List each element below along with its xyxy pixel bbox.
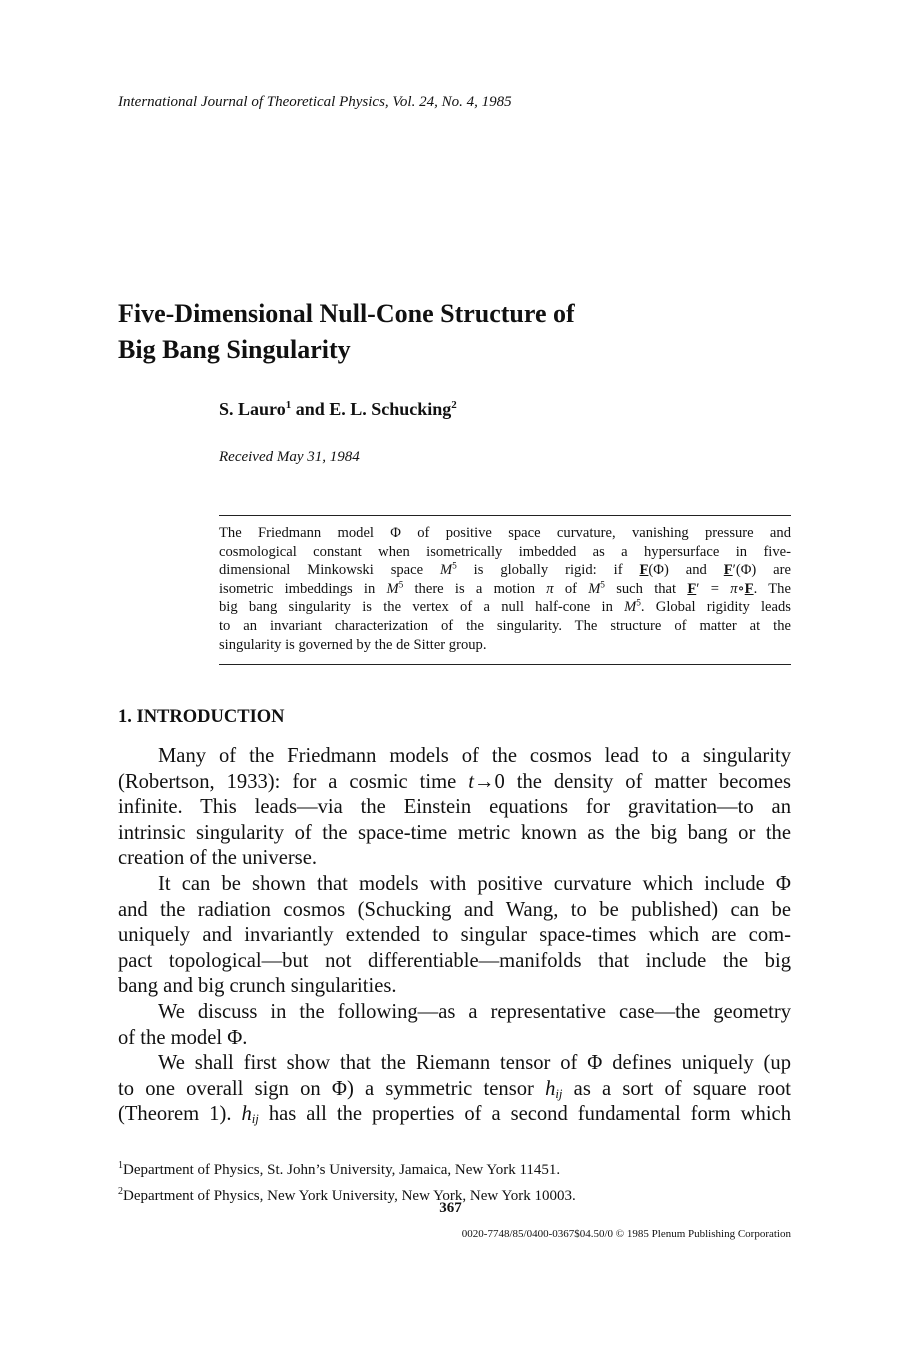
text-segment: 5 <box>398 579 404 590</box>
text-segment: π <box>546 580 554 597</box>
text-segment: Many of the Friedmann models of the cosmos lead to a singularity <box>158 745 791 767</box>
text-segment: 5 <box>636 597 641 608</box>
text-line <box>118 821 791 847</box>
author-conjunction: and <box>291 399 330 419</box>
text-segment: as a sort of square root <box>562 1077 792 1100</box>
text-segment: to an invariant characterization of the singularity. The structure of matter at the <box>219 617 791 634</box>
text-segment: F <box>744 580 754 597</box>
text-segment: intrinsic singularity of the space-time metric known as the big bang or the <box>118 821 791 844</box>
text-segment: 5 <box>452 560 457 571</box>
author-name: S. Lauro <box>219 399 286 419</box>
text-segment: M <box>440 562 453 579</box>
text-segment: F <box>687 580 697 597</box>
abstract-bottom-rule <box>219 664 791 665</box>
text-line <box>118 898 791 924</box>
text-line <box>118 744 791 770</box>
text-line <box>118 795 791 821</box>
text-segment: h <box>545 1077 556 1100</box>
text-segment: has all the properties of a second fundamental form which <box>258 1103 791 1126</box>
text-line <box>118 1000 791 1026</box>
text-segment: The Friedmann model Φ of positive space curvature, vanishing pressure and <box>219 525 791 541</box>
text-segment: →0 the density of matter becomes <box>473 770 791 793</box>
text-segment: uniquely and invariantly extended to singular space-times which are com- <box>118 924 791 947</box>
text-segment: It can be shown that models with positive curvature which include Φ <box>158 872 791 895</box>
text-line <box>118 1051 791 1077</box>
text-segment: . The <box>753 580 791 597</box>
text-line <box>118 872 791 898</box>
footnote-mark: 1 <box>285 399 292 411</box>
text-line <box>219 543 791 562</box>
text-segment: isometric imbeddings in <box>219 580 387 597</box>
text-segment: of <box>553 580 589 597</box>
text-segment: pact topological—but not differentiable—manifolds that include the big <box>118 949 791 972</box>
journal-citation: International Journal of Theoretical Physics, Vol. 24, No. 4, 1985 <box>118 94 512 110</box>
text-segment: cosmological constant when isometrically imbedded as a hypersurface in five- <box>219 543 791 560</box>
text-segment: (Theorem 1). <box>118 1103 242 1126</box>
text-segment: big bang singularity is the vertex of a null half-cone in <box>219 599 625 616</box>
footnote-mark: 2 <box>451 399 457 411</box>
body-text <box>118 744 791 1128</box>
abstract-top-rule <box>219 515 791 516</box>
text-segment: F <box>639 562 649 579</box>
received-date: Received May 31, 1984 <box>219 449 360 465</box>
text-segment: singularity is governed by the de Sitter group. <box>219 636 487 653</box>
text-segment: t <box>468 770 474 793</box>
copyright-line: 0020-7748/85/0400-0367$04.50/0 © 1985 Plenum Publishing Corporation <box>461 1228 791 1240</box>
text-line <box>219 636 791 655</box>
text-segment: dimensional Minkowski space <box>219 562 441 579</box>
footnote-mark: 1 <box>118 1160 123 1171</box>
text-segment: (Robertson, 1933): for a cosmic time <box>118 770 469 793</box>
section-heading: 1. INTRODUCTION <box>118 707 285 727</box>
text-line <box>118 1026 791 1052</box>
text-segment: We discuss in the following—as a representative case—the geometry <box>158 1000 791 1023</box>
text-line <box>118 949 791 975</box>
text-segment: is globally rigid: if <box>456 562 640 579</box>
text-segment: We shall first show that the Riemann tensor of Φ defines uniquely (up <box>158 1052 791 1075</box>
text-segment: there is a motion <box>403 580 547 597</box>
text-segment: 5 <box>600 579 605 590</box>
text-segment: (Φ) and <box>648 562 724 579</box>
page-number: 367 <box>439 1200 462 1216</box>
author-name: E. L. Schucking <box>329 399 452 419</box>
text-line <box>118 1102 791 1128</box>
text-segment: ∘ <box>737 580 745 597</box>
text-segment: bang and big crunch singularities. <box>118 975 397 998</box>
text-line <box>219 617 791 636</box>
text-segment: F <box>723 562 733 579</box>
text-line <box>118 923 791 949</box>
text-segment: M <box>386 580 399 597</box>
footnote-text: Department of Physics, St. John’s University, Jamaica, New York 11451. <box>123 1162 561 1178</box>
paper-title <box>118 296 575 368</box>
text-segment: infinite. This leads—via the Einstein equations for gravitation—to an <box>118 796 791 819</box>
text-line <box>118 1077 791 1103</box>
footnote-mark: 2 <box>118 1186 123 1197</box>
text-segment: . Global rigidity leads <box>640 599 791 616</box>
text-segment: ′ = <box>696 580 731 597</box>
text-segment: M <box>588 580 601 597</box>
text-line <box>118 770 791 796</box>
abstract <box>219 524 791 654</box>
text-line <box>219 580 791 599</box>
title-line: Big Bang Singularity <box>118 335 351 364</box>
authors <box>219 399 457 420</box>
footnote <box>118 1155 576 1181</box>
text-line <box>219 598 791 617</box>
text-line <box>118 846 791 872</box>
footnote-text: Department of Physics, New York University, New York, New York 10003. <box>123 1188 576 1204</box>
text-segment: of the model Φ. <box>118 1026 248 1049</box>
text-line <box>219 561 791 580</box>
text-segment: h <box>241 1103 252 1126</box>
text-segment: ij <box>555 1086 563 1101</box>
text-line <box>219 524 791 543</box>
text-line <box>118 974 791 1000</box>
text-segment: M <box>624 599 637 616</box>
text-segment: to one overall sign on Φ) a symmetric tensor <box>118 1077 546 1100</box>
text-segment: such that <box>604 580 688 597</box>
text-segment: π <box>730 580 738 597</box>
text-segment: creation of the universe. <box>118 847 317 870</box>
text-segment: ij <box>251 1112 259 1127</box>
text-segment: and the radiation cosmos (Schucking and Wang, to be published) can be <box>118 898 791 921</box>
title-line: Five-Dimensional Null-Cone Structure of <box>118 299 575 328</box>
text-segment: ′(Φ) are <box>732 562 791 579</box>
